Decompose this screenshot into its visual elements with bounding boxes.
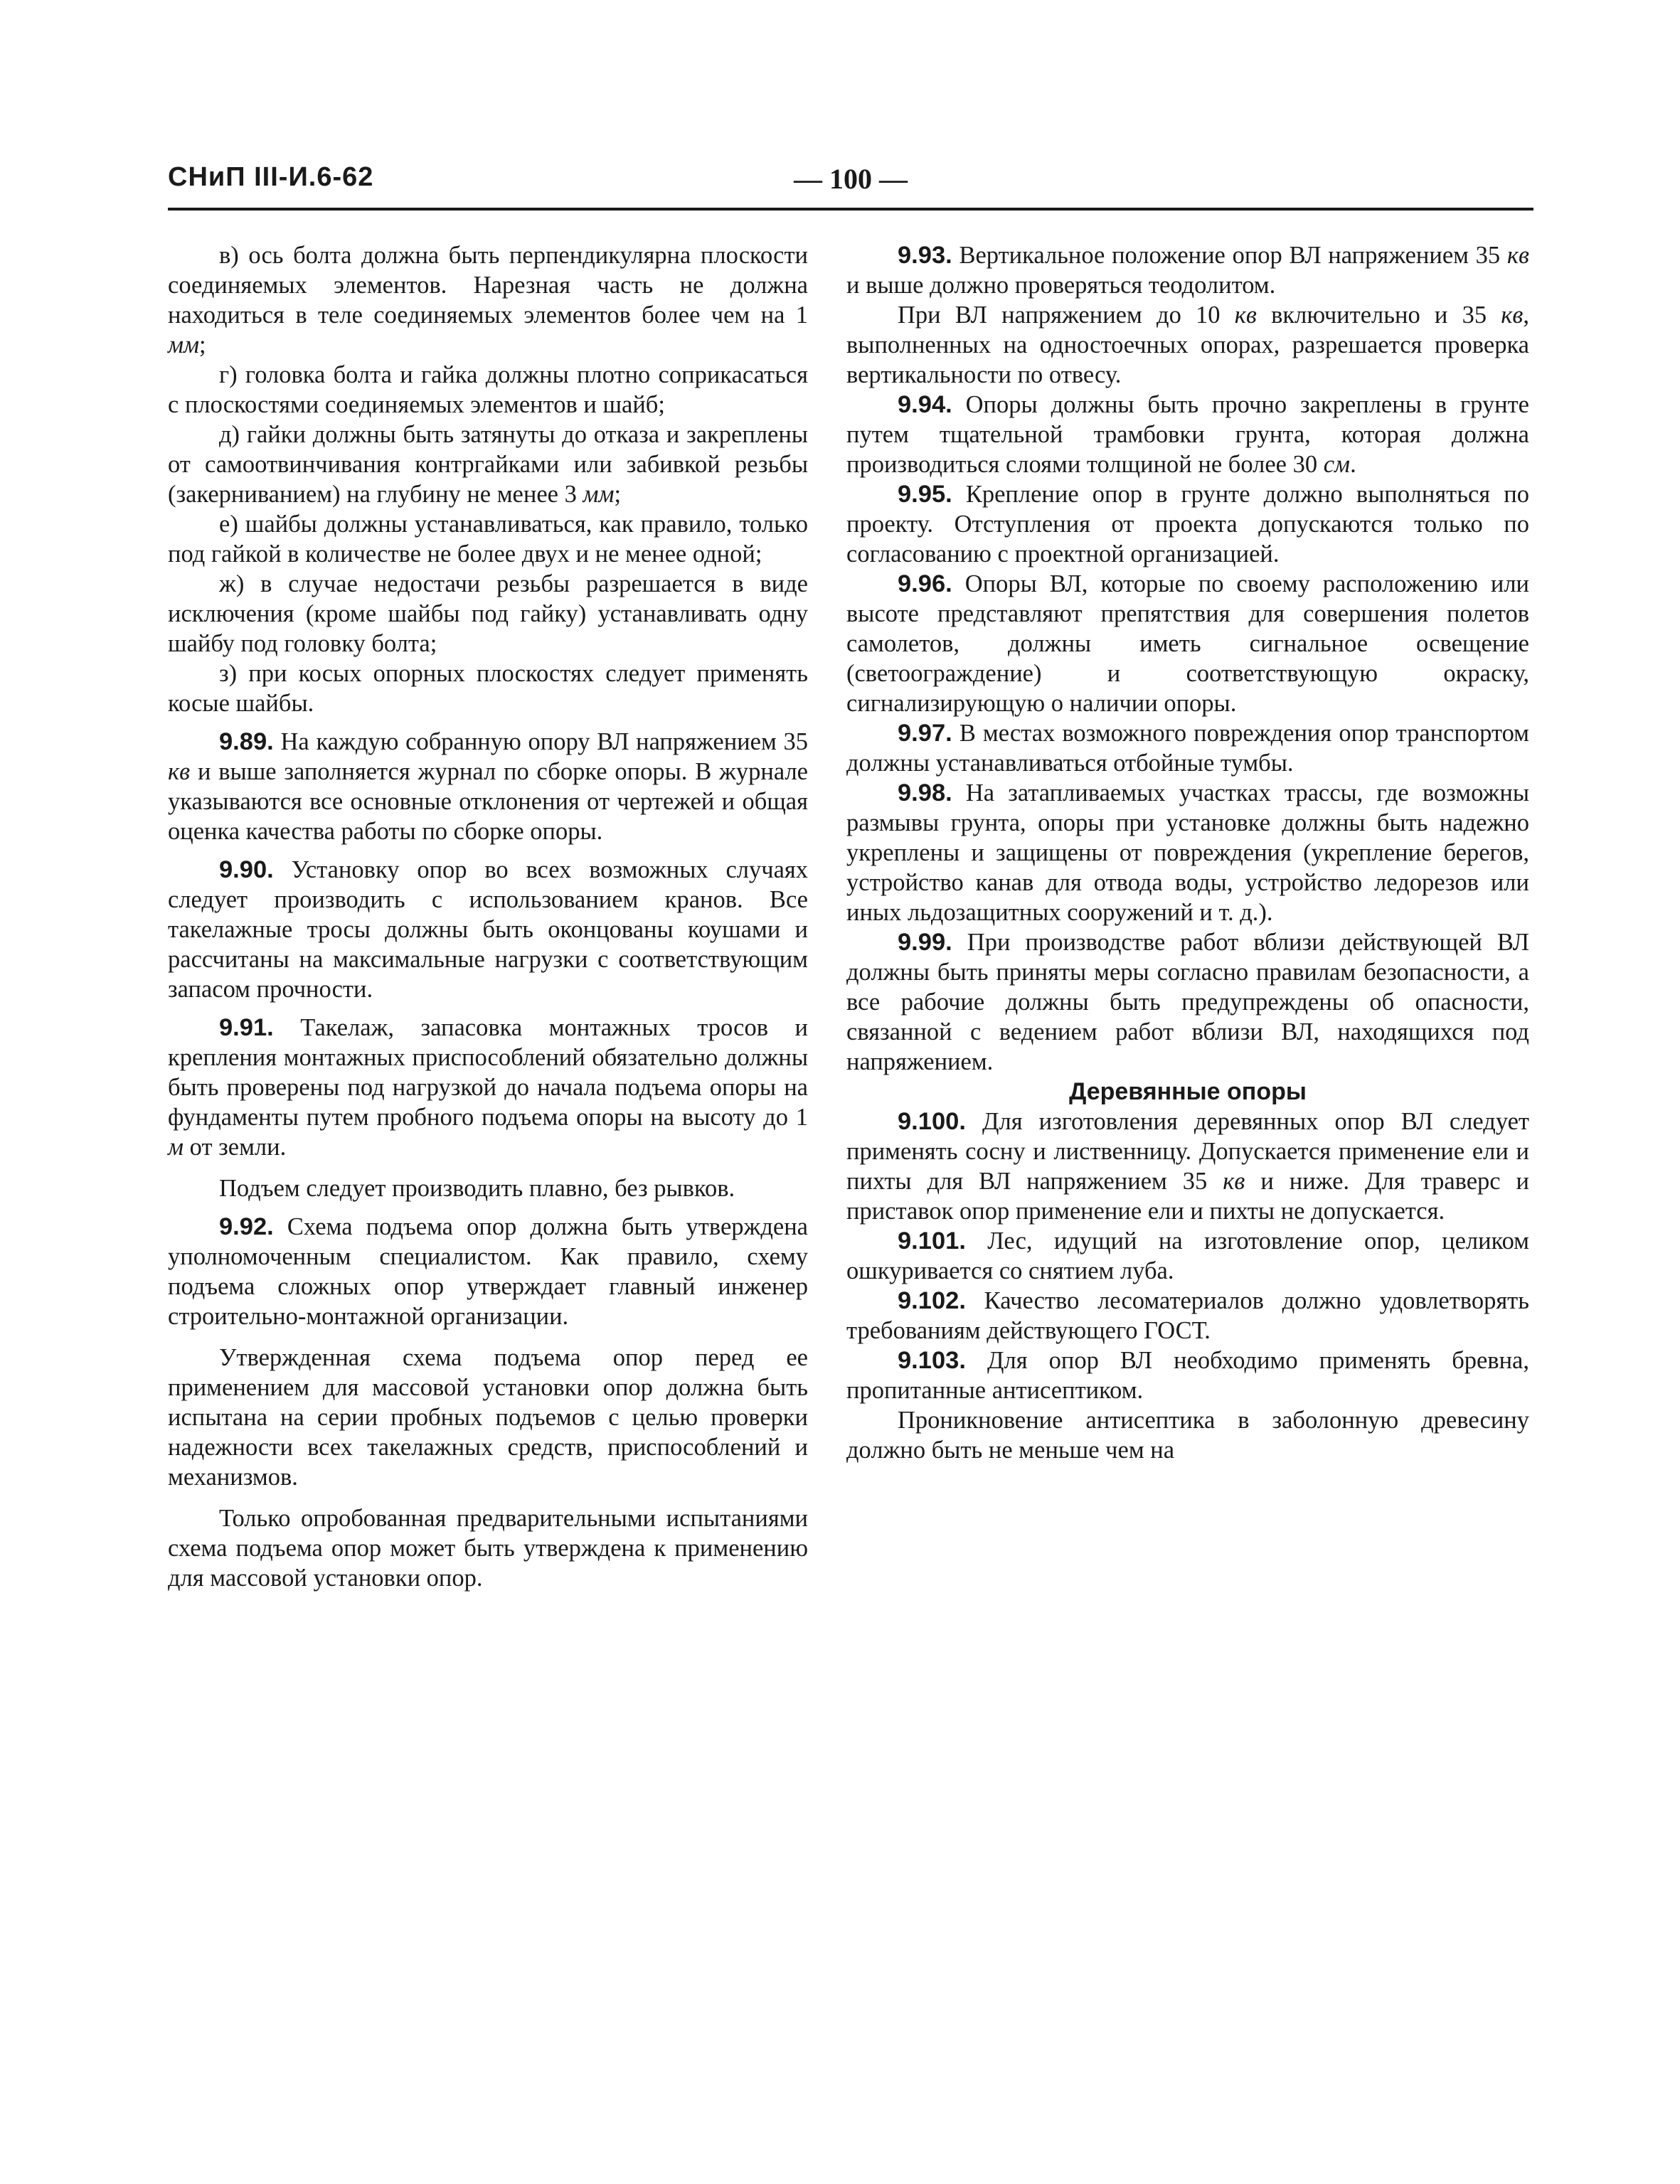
paragraph: ж) в случае недостачи резьбы разрешается в виде исключения (кроме шайбы под гайку) устанавливать одну шайбу под головку болта;	[168, 570, 808, 657]
paragraph: Только опробованная предварительными испытаниями схема подъема опор может быть утверждена к применению для массовой установки опор.	[168, 1505, 808, 1592]
clause-9-103: 9.103. Для опор ВЛ необходимо применять бревна, пропитанные антисептиком.	[846, 1347, 1529, 1404]
left-column	[168, 240, 808, 1593]
page-number: — 100 —	[794, 163, 908, 195]
clause-9-91: 9.91. Такелаж, запасовка монтажных тросов и крепления монтажных приспособлений обязательно должны быть проверены под нагрузкой до начала подъема опоры на фундаменты путем пробного подъема опоры на высоту до 1 м от земли.	[168, 1014, 808, 1161]
clause-9-90: 9.90. Установку опор во всех возможных случаях следует производить с использованием кранов. Все такелажные тросы должны быть оконцованы коушами и рассчитаны на максимальные нагрузки с соответствующим запасом прочности.	[168, 856, 808, 1003]
document-code: СНиП III-И.6-62	[168, 162, 374, 192]
paragraph: е) шайбы должны устанавливаться, как правило, только под гайкой в количестве не более двух и не менее одной;	[168, 511, 808, 568]
clause-9-94: 9.94. Опоры должны быть прочно закреплены в грунте путем тщательной трамбовки грунта, которая должна производиться слоями толщиной не более 30 см.	[846, 391, 1529, 478]
clause-9-96: 9.96. Опоры ВЛ, которые по своему расположению или высоте представляют препятствия для совершения полетов самолетов, должны иметь сигнальное освещение (светоограждение) и соответствующую окраску, сигнализирующую о наличии опоры.	[846, 570, 1529, 717]
clause-9-98: 9.98. На затапливаемых участках трассы, где возможны размывы грунта, опоры при установке должны быть надежно укреплены и защищены от повреждения (укрепление берегов, устройство канав для отвода воды, устройство ледорезов или иных льдозащитных сооружений и т. д.).	[846, 779, 1529, 926]
paragraph: Утвержденная схема подъема опор перед ее применением для массовой установки опор должна быть испытана на серии пробных подъемов с целью проверки надежности всех такелажных средств, приспособлений и механизмов.	[168, 1344, 808, 1491]
paragraph: д) гайки должны быть затянуты до отказа и закреплены от самоотвинчивания контргайками или забивкой резьбы (закерниванием) на глубину не менее 3 мм;	[168, 421, 808, 508]
paragraph: Подъем следует производить плавно, без рывков.	[219, 1175, 735, 1202]
paragraph: Проникновение антисептика в заболонную древесину должно быть не меньше чем на	[846, 1407, 1529, 1464]
clause-9-102: 9.102. Качество лесоматериалов должно удовлетворять требованиям действующего ГОСТ.	[846, 1287, 1529, 1344]
clause-9-100: 9.100. Для изготовления деревянных опор ВЛ следует применять сосну и лиственницу. Допускается применение ели и пихты для ВЛ напряжением 35 кв и ниже. Для траверс и приставок опор применение ели и пихты не допускается.	[846, 1108, 1530, 1225]
paragraph: з) при косых опорных плоскостях следует применять косые шайбы.	[168, 660, 808, 717]
clause-9-97: 9.97. В местах возможного повреждения опор транспортом должны устанавливаться отбойные тумбы.	[846, 720, 1529, 777]
section-title: Деревянные опоры	[1069, 1078, 1307, 1105]
clause-9-95: 9.95. Крепление опор в грунте должно выполняться по проекту. Отступления от проекта допускаются только по согласованию с проектной организацией.	[846, 481, 1530, 568]
paragraph: в) ось болта должна быть перпендикулярна плоскости соединяемых элементов. Нарезная часть не должна находиться в теле соединяемых элементов более чем на 1 мм;	[168, 242, 808, 358]
page-header	[168, 162, 1533, 205]
clause-9-92: 9.92. Схема подъема опор должна быть утверждена уполномоченным специалистом. Как правило, схему подъема сложных опор утверждает главный инженер строительно-монтажной организации.	[168, 1213, 808, 1330]
clause-9-101: 9.101. Лес, идущий на изготовление опор, целиком ошкуривается со снятием луба.	[846, 1227, 1530, 1284]
clause-9-99: 9.99. При производстве работ вблизи действующей ВЛ должны быть приняты меры согласно правилам безопасности, а все рабочие должны быть предупреждены об опасности, связанной с ведением работ вблизи ВЛ, находящихся под напряжением.	[846, 929, 1529, 1075]
header-rule	[168, 208, 1533, 211]
right-column	[846, 240, 1529, 1465]
clause-9-93: 9.93. Вертикальное положение опор ВЛ напряжением 35 кв и выше должно проверяться теодолитом.	[846, 242, 1530, 299]
paragraph: г) головка болта и гайка должны плотно соприкасаться с плоскостями соединяемых элементов и шайб;	[168, 361, 808, 418]
clause-9-89: 9.89. На каждую собранную опору ВЛ напряжением 35 кв и выше заполняется журнал по сборке опоры. В журнале указываются все основные отклонения от чертежей и общая оценка качества работы по сборке опоры.	[168, 728, 809, 845]
paragraph: При ВЛ напряжением до 10 кв включительно и 35 кв, выполненных на одностоечных опорах, разрешается проверка вертикальности по отвесу.	[846, 302, 1530, 388]
